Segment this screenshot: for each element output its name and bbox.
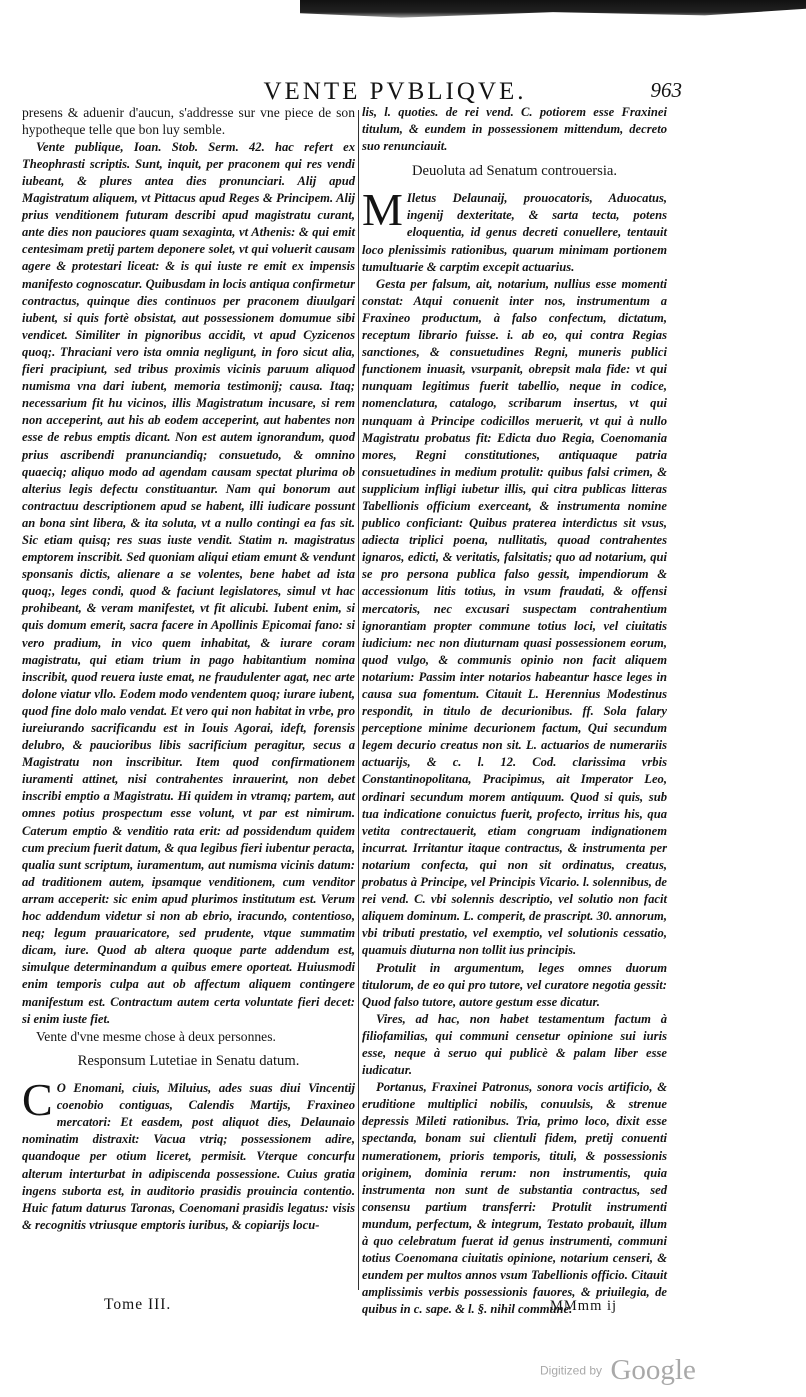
left-paragraph-4: [22, 1074, 355, 1234]
left-column: [22, 104, 355, 1304]
drop-cap-c: C: [22, 1074, 53, 1126]
right-paragraph-4: Protulit in argumentum, leges omnes duorum titulorum, de eo qui pro tutore, vel curatore negotia gessit: Quod falso tutore, autore gestum esse dicatur.: [362, 960, 667, 1009]
right-paragraph-3: Gesta per falsum, ait, notarium, nullius esse momenti constat: Atqui conuenit inter nos, instrumentum a Fraxineo productum, à falso confectum, dictatum, receptum librario fuisse. i. ab eo, qui contra Regias sanctiones, & consuetudines Regni, muneris publici functionem inuasit, vsurpanit, obrepsit mala fide: vt qui nunquam legitimus fuerit tabellio, neque in codice, nomenclatura, catalogo, scribarum insertus, vt qui nunquam à Principe codicillos meruerit, vt qui à nullo Magistratu probatus fit: Edicta duo Regia, Coenomania mores, Regni constitutiones, antiquaque patria consuetudines in medium protulit: quibus falsi crimen, & supplicium infligi iubetur illis, qui citra publicas litteras Tabellionis officium exerceant, & instrumenta nomine publico conficiant: Quibus praterea interdictus sit vsus, adiecta triplici poena, nullitatis, quoad contrahentes ignaros, edicti, & veritatis, falsitatis; quo ad notarium, qui se pro persona publica falso gessit, impendiorum & accessionum litis totius, in vsum fraudati, & offensi mercatoris, nec excusari suspectam contrahentium ignorantiam propter commune totius loci, vel ciuitatis iudicium: nec non diuturnam quasi possessionem eorum, quod vulgo, & communis opinio non facit aliquem notarium: Passim inter notarios habeantur hasce leges in causa sua fomentum. Citauit L. Herennius Modestinus respondit, in titulo de decurionibus. ff. Sola falary perceptione minime decurionem factum, Qui secundum legem decurio creatus non sit. L. actuarios de numerariis actuarijs, & c. l. 12. Cod. clarissima vrbis Constantinopolitana, Pracipimus, ait Imperator Leo, ordinari secundum morem antiquum. Quod si quis, sub tua indicatione conuictus fuerit, profecto, irritus his, qua vetita contrectauerit, etiam congruam indignationem incurrat. Irritantur itaque contractus, & instrumenta per notarium confecta, qui non sit ordinatus, creatus, probatus à Principe, vel Principis Vicario. l. solennibus, de rei vend. C. vbi solennis descriptio, vel solutio non facit aliquem dominum. L. comperit, de prascript. 30. annorum, vbi tributi prestatio, vel exemptio, vel solutionis cessatio, quamuis diuturna non tollit ius principis.: [362, 276, 667, 958]
right-paragraph-5: Vires, ad hac, non habet testamentum factum à filiofamilias, qui communi censetur opinione sui iuris esse, neque à seruo qui publicè & palam liber esse iudicatur.: [362, 1011, 667, 1078]
volume-label: Tome III.: [104, 1296, 172, 1313]
left-paragraph-3: Vente d'vne mesme chose à deux personnes.: [36, 1028, 276, 1044]
column-rule: [358, 110, 359, 1290]
drop-cap-m: M: [362, 184, 403, 236]
right-paragraph-2: [362, 184, 667, 275]
left-paragraph-2: Vente publique, Ioan. Stob. Serm. 42. hac refert ex Theophrasti scriptis. Sunt, inquit, per praconem qui res vendi iubeant, & plures antea dies pronunciari. Alij apud Magistratum aliquem, vt Pittacus apud Reges & Principem. Alij prius venditionem futuram describi apud magistratu curant, ante dies non pauciores quam sexaginta, vt Athenis: & qui emit centesimam pretij partem deponere solet, vt qui voluerit causam agere & protestari liceat: & is qui iuste re emit ex impensis manifesto cognoscatur. Quibusdam in locis antiqua confirmetur contractus, quinque dies continuos per praconem diuulgari iubent, si quis fortè obsistat, aut possessionem domumue sibi vendicet. Similiter in pignoribus accidit, vt apud Cyzicenos quoq;. Thraciani vero ista omnia negligunt, in foro sicut alia, fieri pracipiunt, sed tribus proximis vicinis paruum aliquod numisma vna dari iubent, memoria testimonij; causa. Itaq; necessarium fit hu vicinos, illis Magistratum incusare, si rem non acceperint, aut his ab eodem acceperint, aut habentes non esse de rebus emptis dicant. Non est autem ignorandum, quod prius ascribendi pranunciandiq; consuetudo, & omnino quaeciq; aliquo modo ad agendam causam spectat plurima ob alterius legis defectu constituantur. Nam qui bonorum aut contractuu descriptionem apud se habent, illi iudicare possunt an bona sint libera, & ita soluta, vt a nullo contingi ea fas sit. Sic etiam quisq; res suas iuste vendit. Statim n. magistratus emptorem inscribit. Sed quoniam aliqui etiam emunt & vendunt sponsanis dictis, alienare a se volentes, bene habet ad ista quoq;, leges condi, quod & faciunt legislatores, simul vt hac prohibeant, & veram manifestet, vt fit alicubi. Iubent enim, si quis domum emerit, sacra facere in Apollinis Epicomai fano: si vero pradium, in vico quem inhabitat, & iurare coram magistratu, qui etiam trium in pago habitantium nomina inscribit, quod reuera iuste emat, ne fraudulenter agat, nec arte dolone viatur vllo. Eodem modo vendentem quoq; iurare iubent, quod fine dolo malo vendat. Et vero qui non habitat in vrbe, pro iureiurando sacrificandu est in Iouis Agorai, ideft, forensis delubro, & paucioribus libis sacrificium peragitur, secus a Magistratu non inscribitur. Item quod confirmationem iuramenti attinet, nisi contrahentes inrauerint, non debet inscribi emptio a Magistratu. Hi quidem in vtramq; partem, aut omnes potius prospectum esse volunt, vt par est nimirum. Caterum emptio & venditio rata erit: ad possidendum quidem cum precium fuerit datum, & qua legibus fieri iubentur peracta, qualia sunt scriptum, iuramentum, aut numisma vicinis datum: ad traditionem autem, ipsamque venditionem, cum venditor arram acceperit: sic enim apud plurimos institutum est. Verum hoc addendum videtur si non ab ebrio, iracundo, contentioso, neq; legum prauaricatore, sed prudente, vtque summatim dicam, iure. Quod ab altera quoque parte addendum est, simulque determinandum a quibus emere oporteat. Huiusmodi enim temporis culpa aut ob affectum aliquem contingere manifestum est. Contractum autem certa voluntate fieri decet: si enim iuste fiet.: [22, 139, 355, 1026]
google-logo: Google: [610, 1354, 696, 1386]
right-paragraph-2-text: Iletus Delaunaij, prouocatoris, Aduocatus, ingenij dexteritate, & sarta tecta, potens eloquentia, id genus decreti conuellere, tentauit loco plenissimis rationibus, quarum minimam portionem tumultuarie & carptim excepit actuarius.: [362, 191, 667, 274]
left-section-heading: Responsum Lutetiae in Senatu datum.: [77, 1053, 300, 1070]
top-edge-shadow: [300, 0, 806, 22]
signature-mark: MMmm ij: [550, 1298, 618, 1314]
right-paragraph-1: lis, l. quoties. de rei vend. C. potiorem esse Fraxinei titulum, & eundem in possessionem mittendum, decreto suo renunciauit.: [362, 105, 667, 154]
running-title: VENTE PVBLIQVE.: [263, 78, 527, 105]
page-number: 963: [650, 78, 682, 102]
left-paragraph-1: presens & aduenir d'aucun, s'addresse sur vne piece de son hypotheque telle que bon luy semble.: [22, 105, 355, 138]
right-section-heading: Deuoluta ad Senatum controuersia.: [411, 163, 618, 180]
right-paragraph-6: Portanus, Fraxinei Patronus, sonora vocis artificio, & eruditione multiplici nobilis, conuulsis, & strenue depressis Mileti rationibus. Tria, primo loco, dixit esse spectanda, bonam sui clientuli fidem, pretij conuenti numerationem, prioris temporis, tituli, & possessionis originem, dominia rerum: non instrumentis, quia instrumenta non sunt de substantia contractus, sed consensu partium transferri: Protulit instrumenti mundum, perfectum, & integrum, Testato probauit, illum à quo celebratum fuerat id genus instrumenti, communi totius Coenomana ciuitatis opinione, notarium censeri, & eundem per multos annos vsum Tabellionis officio. Citauit amplissimis verbis possessionis fauores, & priuilegia, de quibus in c. sape. & l. §. nihil commune.: [362, 1080, 667, 1317]
left-paragraph-4-text: O Enomani, ciuis, Miluius, ades suas diui Vincentij coenobio contiguas, Calendis Martijs, Fraxineo mercatori: Et easdem, post aliquot dies, Delaunaio nominatim distraxit: Vacua vtriq; possessionem adire, quandoque per otium liceret, permisit. Vterque concurfu alterum interturbat in adipiscenda possessione. Cuius gratia ingens suborta est, in auditorio prasidis prouincia contentio. Huic fatum daturus Taronas, Coenomani prasidis legatus: visis & recognitis vtriusque emptoris iuribus, & copiarijs locu-: [22, 1081, 355, 1232]
digitized-watermark: [540, 1354, 696, 1387]
watermark-prefix: Digitized by: [540, 1363, 603, 1378]
